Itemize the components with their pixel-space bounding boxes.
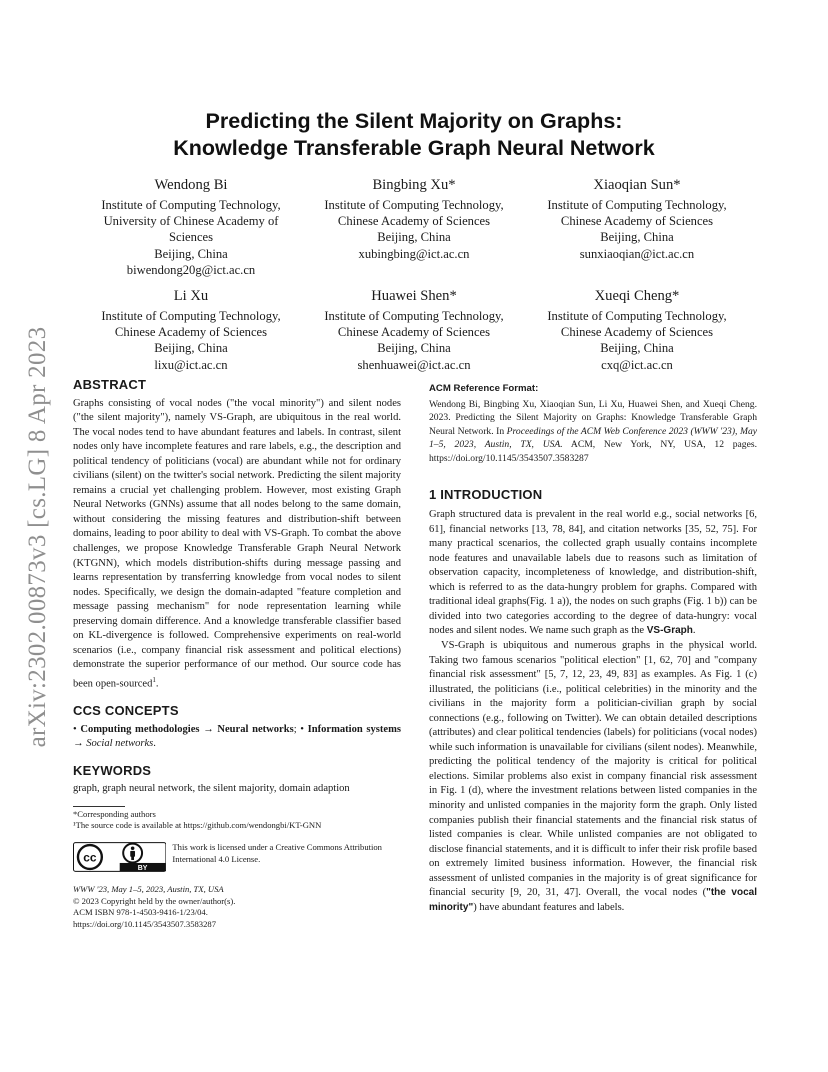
left-column <box>73 378 401 930</box>
author-affil: Institute of Computing Technology, <box>324 309 504 323</box>
author-email: cxq@ict.ac.cn <box>601 357 673 372</box>
author-affil: University of Chinese Academy of <box>103 214 279 229</box>
copyright-line: © 2023 Copyright held by the owner/author(s). <box>73 895 236 906</box>
author-name: Xiaoqian Sun* <box>593 177 681 193</box>
author-block-6 <box>527 287 747 373</box>
author-email: xubingbing@ict.ac.cn <box>358 246 470 261</box>
author-affil: Institute of Computing Technology, <box>547 198 727 212</box>
intro-text: Graph structured data is prevalent in the real world e.g., social networks [6, 61], financial networks [13, 78, 84], and citation networks [35, 52, 75]. For many practical scenarios, the collected graph usually contains incomplete node features and unavailable labels due to reasons such as limitation of observation capacity, incompleteness of knowledge, and distribution-shift, which is referred to as the data-hungry problem for graphs. Compared with traditional ideal graphs(Fig. 1 a)), the nodes on such graphs (Fig. 1 b)) can be divided into two categories according to the degree of data-hungry: vocal nodes and silent nodes. We name such graph as the <box>429 509 757 637</box>
ccs-arrow: → <box>199 723 218 735</box>
author-name: Li Xu <box>173 288 209 304</box>
introduction-heading: 1 INTRODUCTION <box>429 486 543 502</box>
paper-title <box>0 108 828 162</box>
author-email: biwendong20g@ict.ac.cn <box>126 262 256 277</box>
author-affil: Chinese Academy of Sciences <box>560 325 714 340</box>
conference-line: WWW '23, May 1–5, 2023, Austin, TX, USA <box>73 883 224 894</box>
author-location: Beijing, China <box>154 341 228 356</box>
cc-mark: cc <box>83 850 97 865</box>
intro-paragraph-1 <box>429 508 757 639</box>
footnote-source-code: ¹The source code is available at https://github.com/wendongbi/KT-GNN <box>73 820 322 831</box>
ccs-arrow: → <box>73 738 87 750</box>
author-block-1 <box>81 176 301 278</box>
ccs-concepts <box>73 723 401 752</box>
acm-ref-authors: Wendong Bi, Bingbing Xu, Xiaoqian Sun, Li Xu, Huawei Shen, and Xueqi Cheng. 2023. Predicting the Silent Majority on Graphs: Knowledge Transferable Graph Neural Network. In <box>429 398 757 437</box>
abstract-text: Graphs consisting of vocal nodes ("the vocal minority") and silent nodes ("the silent majority"), namely VS-Graph, are ubiquitous in the real world. The vocal nodes tend to have abundant features and labels. In contrast, silent nodes only have incomplete features and rare labels, e.g., the description and political tendency of politicians (vocal) are abundant while not for ordinary civilians (silent) on the twitter's social network. Predicting the silent majority remains a crucial yet challenging problem. However, most existing Graph Neural Networks (GNNs) assume that all nodes belong to the same domain, without considering the missing features and distribution-shift between domains, leading to poor ability to deal with VS-Graph. To combat the above challenges, we propose Knowledge Transferable Graph Neural Network (KTGNN), which models distribution-shifts during message passing and learns representation by transferring knowledge from vocal nodes to silent nodes. Specifically, we design the domain-adapted "feature completion and message passing mechanism" for node representation learning while preserving domain difference. And a knowledge transferable classifier based on KL-divergence is followed. Comprehensive experiments on real-world scenarios (i.e., company financial risk assessment and political elections) demonstrate the superior performance of our method. Our source code has been open-sourced <box>73 397 401 690</box>
author-email: lixu@ict.ac.cn <box>154 357 228 372</box>
author-affil: Institute of Computing Technology, <box>101 198 281 212</box>
right-column <box>429 382 757 915</box>
intro-text: ) have abundant features and labels. <box>473 901 625 913</box>
isbn-line: ACM ISBN 978-1-4503-9416-1/23/04. <box>73 907 208 918</box>
author-affil: Institute of Computing Technology, <box>324 198 504 212</box>
footnote-marker: 1 <box>152 675 156 684</box>
abstract-heading: ABSTRACT <box>73 377 147 392</box>
footnote-rule <box>73 806 125 807</box>
keywords-heading: KEYWORDS <box>73 762 152 778</box>
doi-line: https://doi.org/10.1145/3543507.3583287 <box>73 918 216 929</box>
ccs-term: Computing methodologies <box>80 723 200 735</box>
acm-ref-publisher: ACM, New York, NY, USA, 12 pages. https://doi.org/10.1145/3543507.3583287 <box>429 439 757 464</box>
author-affil: Institute of Computing Technology, <box>101 309 281 323</box>
cc-by-license-icon <box>73 842 166 872</box>
conference-info <box>73 884 401 930</box>
ccs-separator: ; • <box>293 723 308 735</box>
keywords-text: graph, graph neural network, the silent majority, domain adaption <box>73 783 350 795</box>
ccs-term: Neural networks <box>217 723 294 735</box>
ccs-heading: CCS CONCEPTS <box>73 703 179 718</box>
intro-paragraph-2 <box>429 639 757 915</box>
acm-reference-text <box>429 398 757 466</box>
abstract-end: . <box>155 678 159 690</box>
author-affil: Chinese Academy of Sciences <box>114 325 268 340</box>
author-affil: Chinese Academy of Sciences <box>337 325 491 340</box>
author-location: Beijing, China <box>600 341 674 356</box>
title-line-1: Predicting the Silent Majority on Graphs: <box>205 109 623 133</box>
author-block-5 <box>304 287 524 373</box>
author-name: Huawei Shen* <box>371 288 457 304</box>
author-email: sunxiaoqian@ict.ac.cn <box>579 246 695 261</box>
author-location: Beijing, China <box>377 230 451 245</box>
author-affil: Chinese Academy of Sciences <box>337 214 491 229</box>
footnote-corresponding: *Corresponding authors <box>73 808 156 819</box>
author-location: Beijing, China <box>600 230 674 245</box>
author-block-2 <box>304 176 524 262</box>
license-text: This work is licensed under a Creative Commons Attribution International 4.0 License. <box>172 841 382 864</box>
author-affil: Chinese Academy of Sciences <box>560 214 714 229</box>
ccs-bullet: • <box>73 723 81 735</box>
author-affil: Sciences <box>168 230 214 245</box>
author-name: Xueqi Cheng* <box>594 288 680 304</box>
arxiv-identifier: arXiv:2302.00873v3 [cs.LG] 8 Apr 2023 <box>24 326 51 748</box>
author-location: Beijing, China <box>377 341 451 356</box>
author-email: shenhuawei@ict.ac.cn <box>357 357 471 372</box>
intro-text: VS-Graph is ubiquitous and numerous graphs in the physical world. Taking two famous scenarios "political election" [1, 62, 70] and "company financial risk assessment" [5, 7, 12, 23, 49, 83] as examples. As Fig. 1 (c) illustrated, the politicians (i.e., political celebrities) in the minority and the civilians in the majority form a politician-civilian graph by social connections (e.g., following on Twitter). We can obtain detailed descriptions (attributes) and clear political tendencies (labels) for politicians (vocal nodes) while such information is unavailable for civilians (silent nodes). Meanwhile, predicting the political tendency of the majority is critical for political elections. Similar problems also exist in company financial risk assessment in Fig. 1 (d), where the investment relations between listed companies in the minority and unlisted companies in the majority form the graph. Only listed companies publish their financial statements and the financial risk status of listed companies is clear. While unlisted companies are not obligated to disclose financial statements, and it is difficult to infer their risk profile based on extremely limited business information. However, the financial risk assessment of unlisted companies in the majority is of great significance for financial security [9, 20, 31, 47]. Overall, the vocal nodes ( <box>429 639 757 899</box>
license-block <box>73 842 401 872</box>
title-line-2: Knowledge Transferable Graph Neural Network <box>173 136 655 160</box>
author-name: Wendong Bi <box>154 177 228 193</box>
arxiv-side-stamp <box>18 292 58 782</box>
vs-graph-term: VS-Graph <box>646 625 693 637</box>
ccs-term: Information systems <box>307 723 401 735</box>
author-block-4 <box>81 287 301 373</box>
by-mark: BY <box>137 864 148 872</box>
acm-reference-heading: ACM Reference Format: <box>429 383 539 394</box>
abstract-body <box>73 397 401 692</box>
author-block-3 <box>527 176 747 262</box>
acm-ref-proceedings: Proceedings of the ACM Web Conference 2023 (WWW '23), May 1–5, 2023, Austin, TX, USA. <box>429 425 757 451</box>
author-name: Bingbing Xu* <box>372 177 456 193</box>
ccs-term: Social networks <box>86 738 154 750</box>
intro-text: . <box>692 625 696 637</box>
ccs-end: . <box>153 738 156 750</box>
author-affil: Institute of Computing Technology, <box>547 309 727 323</box>
vocal-minority-term: "the vocal minority" <box>429 887 757 913</box>
author-location: Beijing, China <box>154 246 228 261</box>
